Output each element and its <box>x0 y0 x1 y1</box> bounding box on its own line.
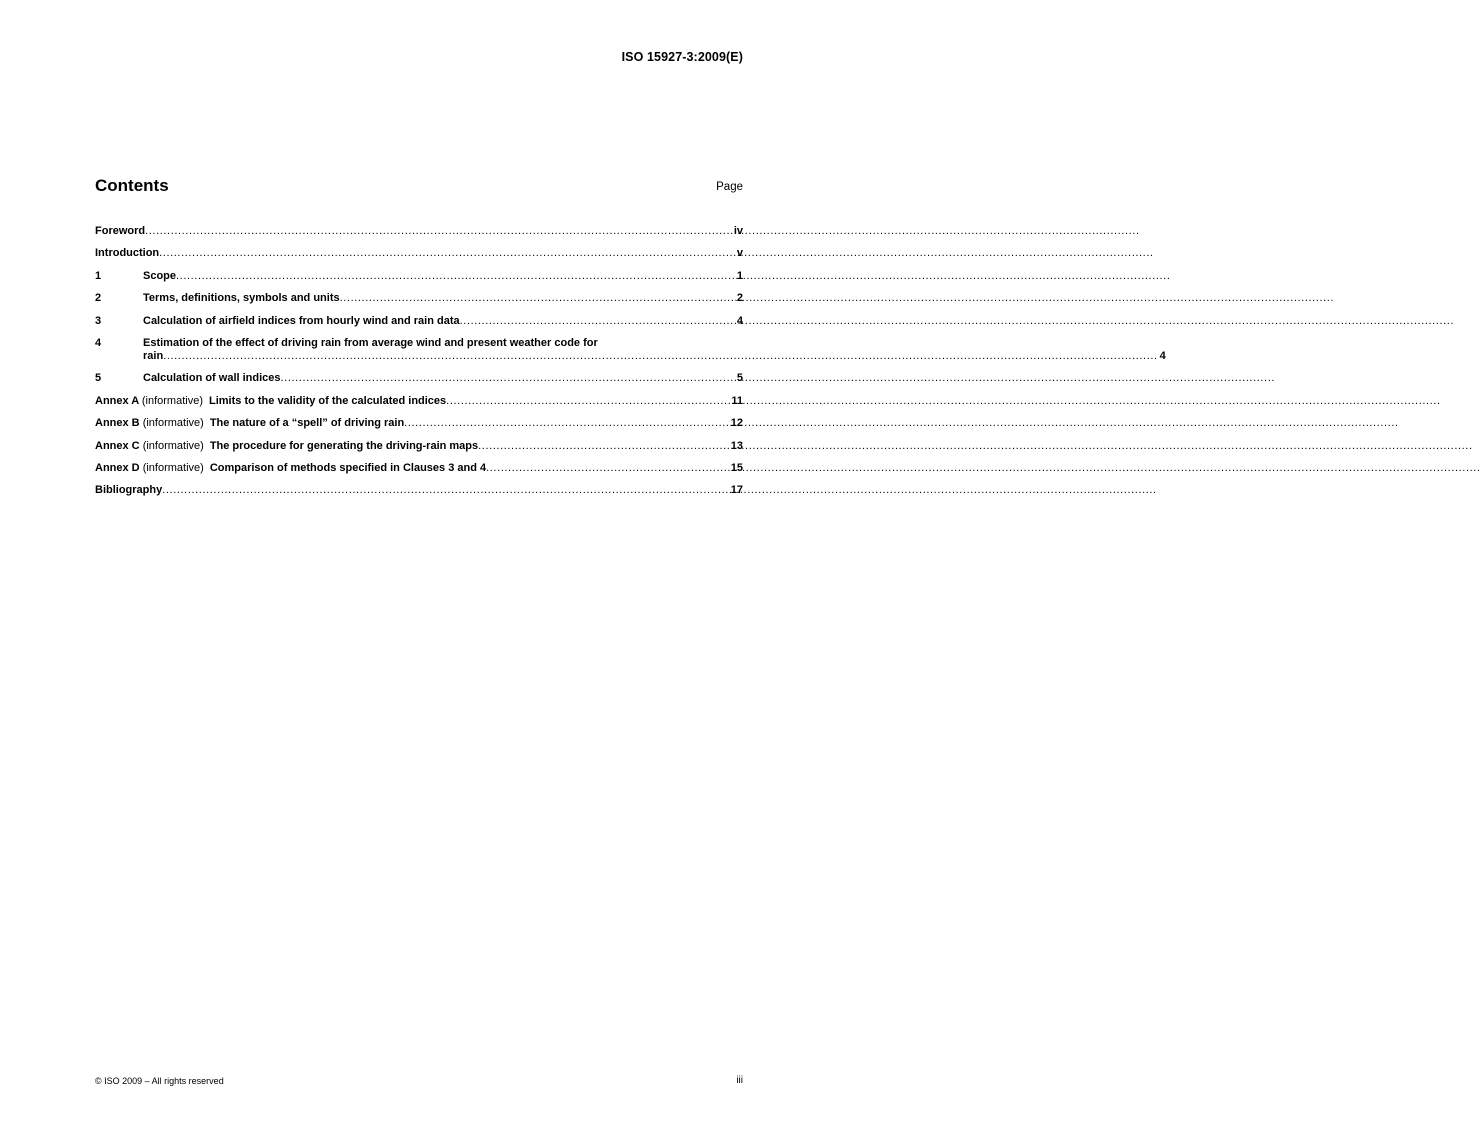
dot-leader <box>446 395 729 408</box>
annex-label: Annex A <box>95 394 139 407</box>
toc-entry-annex-d[interactable] <box>95 462 743 475</box>
copyright-notice: © ISO 2009 – All rights reserved <box>95 1076 224 1086</box>
toc-entry-annex-b[interactable] <box>95 417 743 430</box>
toc-entry-number: 4 <box>95 336 102 349</box>
toc-entry-title: Comparison of methods specified in Clauses 3 and 4 <box>209 461 487 474</box>
document-id: ISO 15927-3:2009(E) <box>621 50 743 64</box>
annex-label: Annex D <box>95 461 140 474</box>
toc-entry-page: 4 <box>736 314 743 327</box>
annex-label: Annex B <box>95 417 140 430</box>
toc-entry-title: Terms, definitions, symbols and units <box>143 292 340 305</box>
toc-entry-page: 11 <box>731 394 743 407</box>
dot-leader <box>404 417 729 430</box>
toc-entry-body <box>143 337 1166 363</box>
dot-leader <box>281 372 735 385</box>
toc-entry-number: 3 <box>95 314 102 327</box>
toc-entry-title: Introduction <box>95 247 160 260</box>
toc-entry-page: 1 <box>736 269 743 282</box>
page-column-label: Page <box>716 181 743 193</box>
toc-entry-annex-c[interactable] <box>95 440 743 453</box>
toc-entry-title: The procedure for generating the driving-rain maps <box>209 439 479 452</box>
annex-informative: (informative) <box>142 417 204 430</box>
annex-informative: (informative) <box>141 394 203 407</box>
toc-entry-number: 1 <box>95 269 102 282</box>
annex-informative: (informative) <box>142 439 204 452</box>
toc-entry-title: The nature of a “spell” of driving rain <box>209 417 405 430</box>
annex-prefix <box>95 395 209 408</box>
annex-prefix <box>95 462 210 475</box>
dot-leader <box>162 484 729 497</box>
annex-informative: (informative) <box>142 461 204 474</box>
toc-entry-number: 5 <box>95 372 102 385</box>
dot-leader <box>163 350 1157 363</box>
toc-entry-title: Foreword <box>95 225 146 237</box>
toc-entry-terms-definitions[interactable] <box>95 292 743 305</box>
dot-leader <box>159 247 735 260</box>
toc-entry-bibliography[interactable] <box>95 484 743 497</box>
page-number: iii <box>736 1075 743 1086</box>
toc-entry-title: Bibliography <box>95 484 163 497</box>
toc-entry-title: Calculation of wall indices <box>143 372 281 385</box>
toc-entry-title: Scope <box>143 269 177 282</box>
dot-leader <box>176 270 735 283</box>
annex-prefix <box>95 417 210 430</box>
toc-entry-introduction[interactable] <box>95 247 743 260</box>
toc-entry-airfield-indices[interactable] <box>95 315 743 328</box>
dot-leader <box>486 462 729 475</box>
dot-leader <box>478 440 729 453</box>
dot-leader <box>145 225 732 238</box>
table-of-contents <box>95 225 1166 507</box>
toc-entry-page: 17 <box>730 484 743 497</box>
toc-entry-wall-indices[interactable] <box>95 372 743 385</box>
toc-entry-page: 13 <box>730 439 743 452</box>
toc-entry-page: v <box>736 247 743 260</box>
toc-entry-number: 2 <box>95 292 102 305</box>
toc-entry-page: 5 <box>736 372 743 385</box>
toc-entry-annex-a[interactable] <box>95 395 743 408</box>
annex-label: Annex C <box>95 439 140 452</box>
toc-entry-title: Limits to the validity of the calculated indices <box>209 394 447 407</box>
toc-entry-page: 12 <box>730 417 743 430</box>
toc-entry-foreword[interactable] <box>95 225 743 238</box>
toc-entry-title-line1: Estimation of the effect of driving rain from average wind and present weather code for <box>143 336 598 349</box>
dot-leader <box>340 292 735 305</box>
toc-entry-title-line2: rain <box>143 349 164 362</box>
toc-entry-page: 2 <box>736 292 743 305</box>
toc-entry-title-line2-row <box>143 350 1166 363</box>
toc-entry-scope[interactable] <box>95 270 743 283</box>
annex-prefix <box>95 440 210 453</box>
toc-entry-page: 4 <box>1159 349 1166 362</box>
toc-entry-page: 15 <box>730 461 743 474</box>
toc-entry-page: iv <box>733 225 743 237</box>
toc-entry-title: Calculation of airfield indices from hourly wind and rain data <box>143 314 460 327</box>
dot-leader <box>460 315 735 328</box>
contents-heading: Contents <box>95 176 169 195</box>
toc-entry-driving-rain-estimation[interactable] <box>95 336 1166 363</box>
